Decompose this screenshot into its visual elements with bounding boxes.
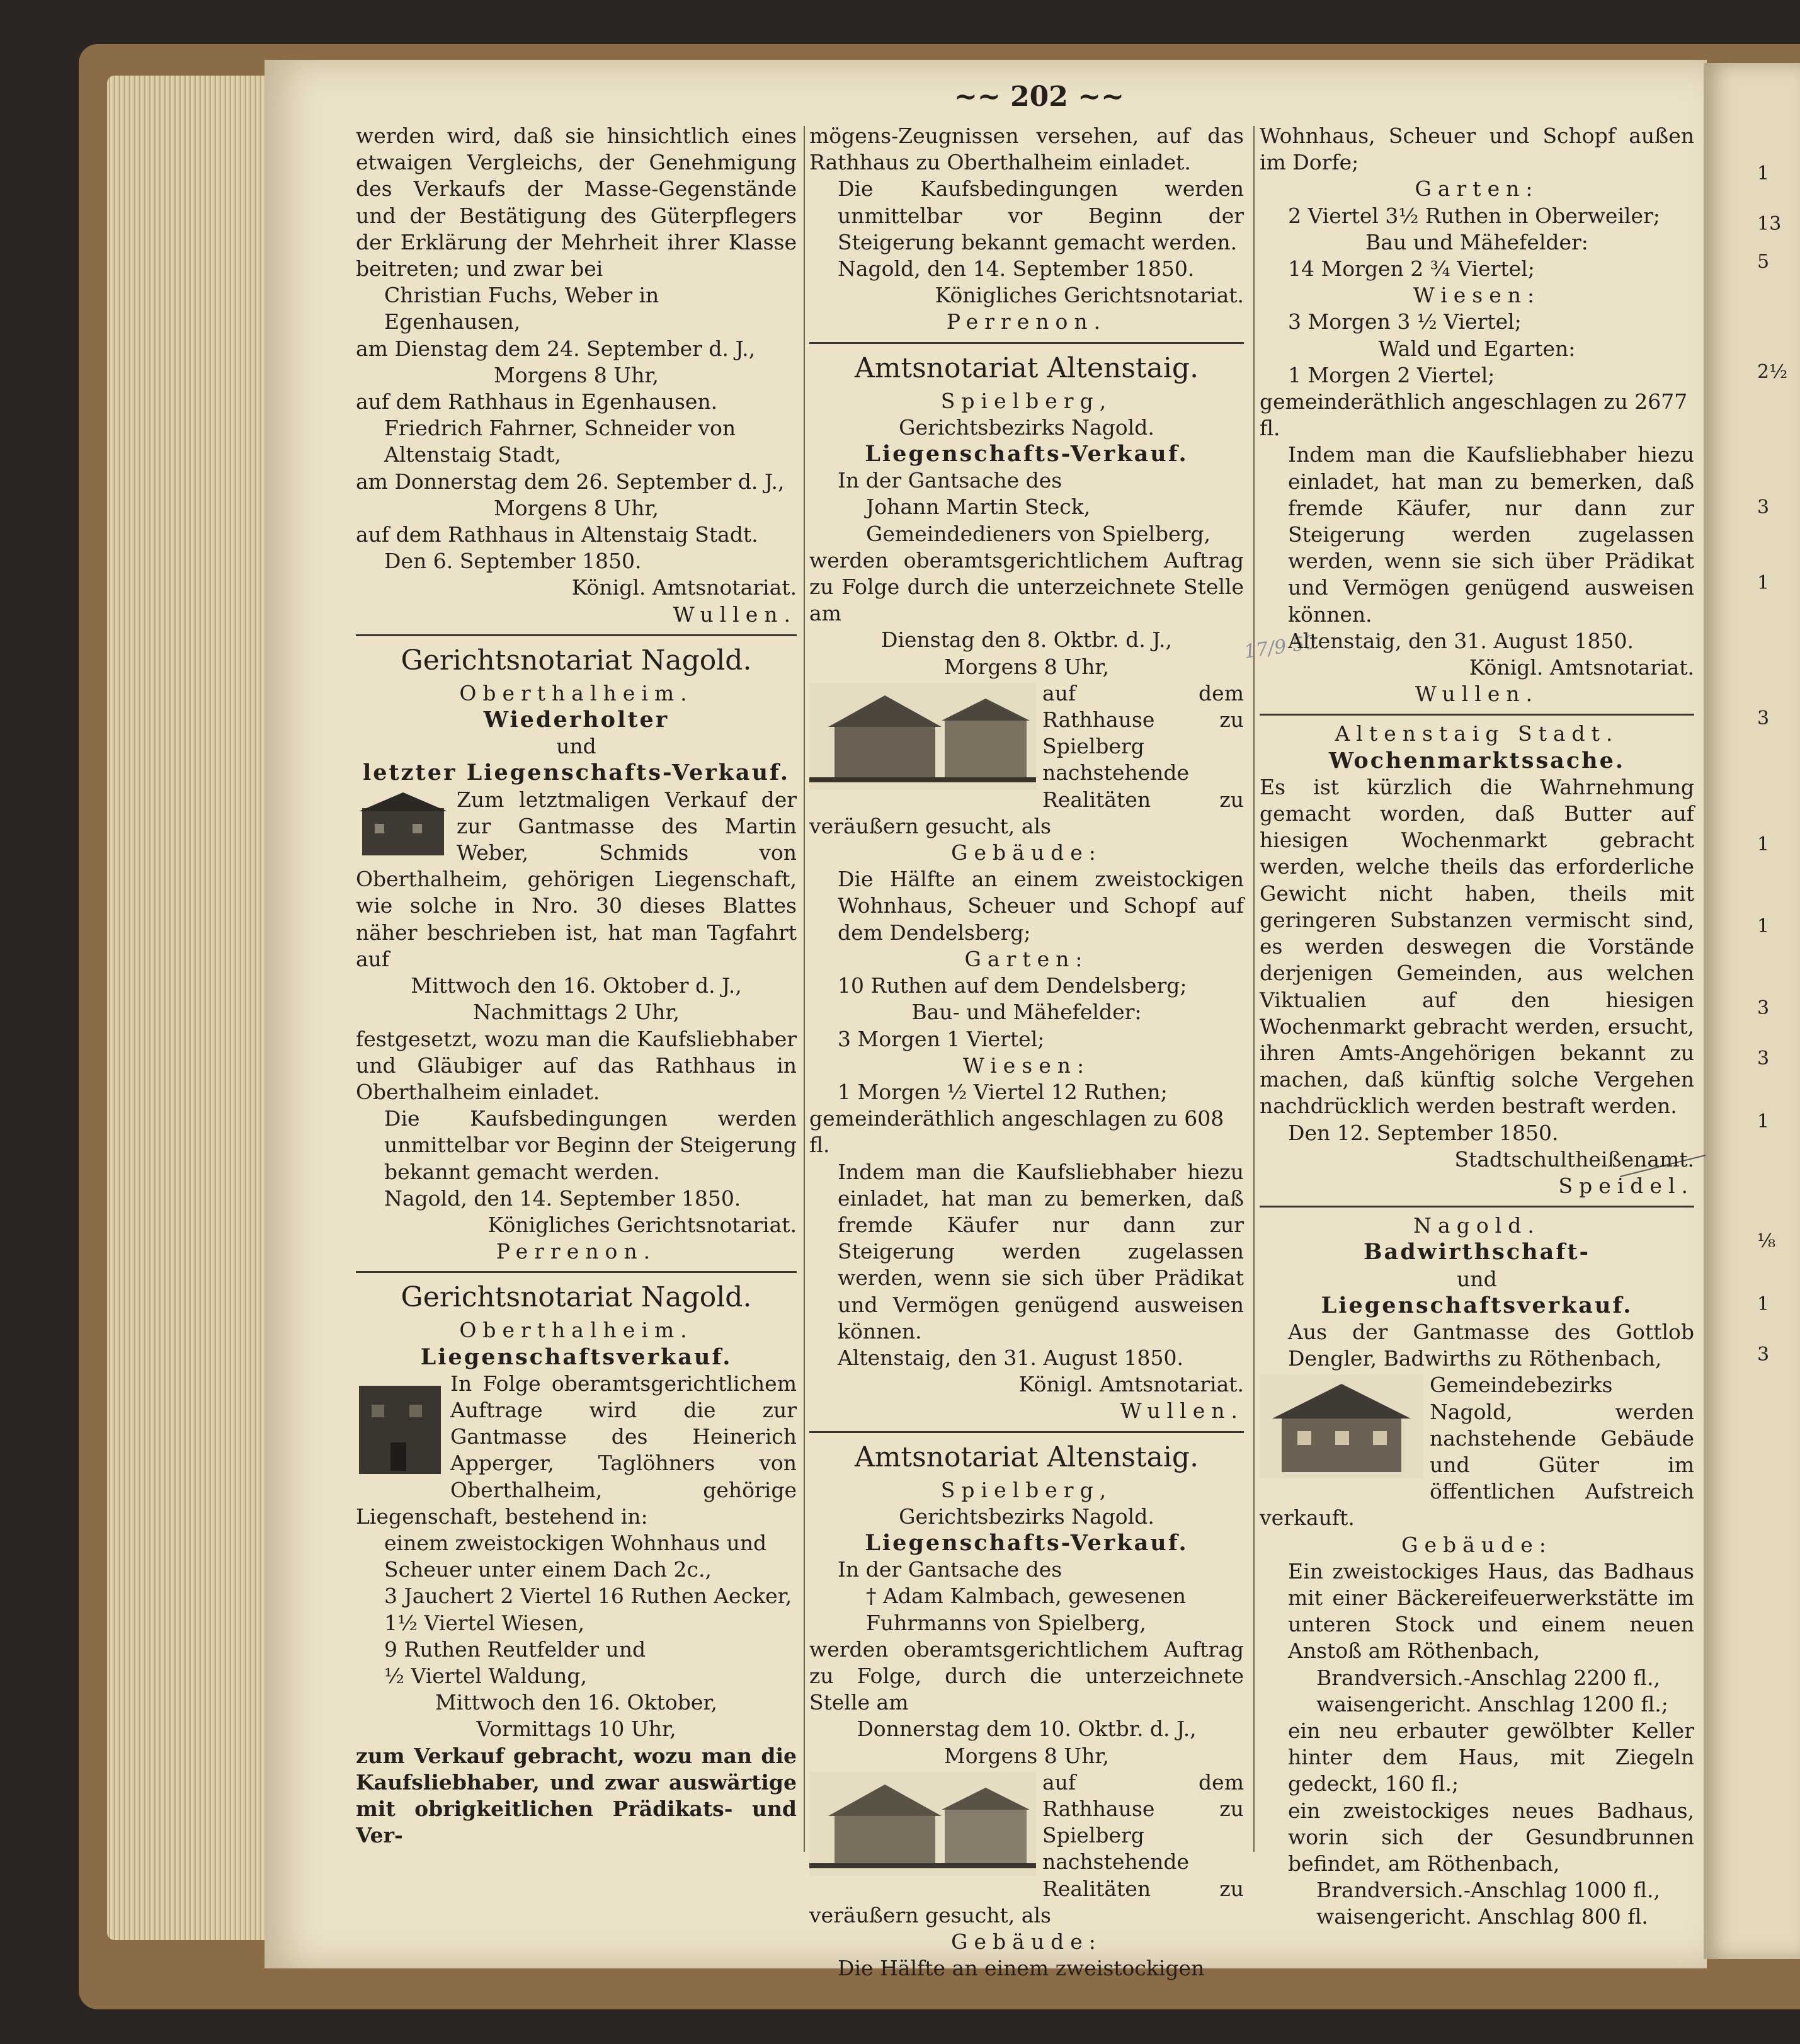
divider (809, 1431, 1244, 1433)
auction-date: Mittwoch den 16. Oktober, (435, 1690, 718, 1715)
notice-heading: Altenstaig Stadt. (1335, 721, 1619, 746)
edge-number: 5 (1757, 251, 1770, 273)
text-line: Christian Fuchs, Weber in Egenhausen, (384, 283, 659, 334)
edge-number: 13 (1757, 213, 1782, 235)
edge-number: 3 (1757, 1048, 1770, 1070)
property-item: 1 Morgen 2 Viertel; (1288, 362, 1495, 387)
notice-conjunction: und (1457, 1266, 1497, 1291)
notice-spielberg-kalmbach (809, 1438, 1244, 1982)
notice-body: Gemeindebezirks Nagold, werden nachstehende Gebäude und Güter im öffentlichen Aufstreich verkauft. (1260, 1373, 1694, 1531)
notice-signer: Wullen. (1120, 1398, 1244, 1424)
property-item: ½ Viertel Waldung, (384, 1663, 587, 1688)
notice-body: auf dem Rathhause zu Spielberg nachstehende Realitäten zu veräußern gesucht, als (809, 1769, 1244, 1927)
notice-place: Oberthalheim. (459, 1318, 693, 1343)
notice-person: † Adam Kalmbach, gewesenen Fuhrmanns von Spielberg, (866, 1584, 1187, 1635)
notice-intro: In der Gantsache des (838, 468, 1062, 493)
handwritten-annotation: 17/9 50 (1243, 631, 1318, 663)
divider (809, 342, 1244, 344)
notice-person: Johann Martin Steck, Gemeindedieners von Spielberg, (866, 494, 1211, 546)
notice-place-date: Altenstaig, den 31. August 1850. (838, 1345, 1183, 1370)
property-item: Wohnhaus, Scheuer und Schopf außen im Dorfe; (1260, 123, 1694, 175)
notice-place: Spielberg, (940, 1477, 1113, 1502)
notice-body: werden oberamtsgerichtlichem Auftrag zu Folge, durch die unterzeichnete Stelle am (809, 1636, 1244, 1715)
notice-body: auf dem Rathhause zu Spielberg nachstehende Realitäten zu veräußern gesucht, als (809, 680, 1244, 838)
auction-date: Donnerstag dem 10. Oktbr. d. J., (857, 1716, 1197, 1742)
edge-number: 1 (1757, 572, 1770, 594)
text-line: auf dem Rathhaus in Egenhausen. (356, 389, 718, 414)
text-line: Morgens 8 Uhr, (494, 495, 659, 520)
edge-number: 1 (1757, 833, 1770, 855)
property-item: Ein zweistockiges Haus, das Badhaus mit einer Bäckereifeuerwerkstätte im unteren Stock und einem neuen Anstoß am Röthenbach, (1288, 1558, 1694, 1664)
notice-body: Es ist kürzlich die Wahrnehmung gemacht worden, daß Butter auf hiesigen Wochenmarkt gebracht werden, welche theils das erforderliche Gewicht nicht haben, theils mit geringeren Substanzen vermischt sind, es werden deswegen die Vorstände derjenigen Gemeinden, aus welchen Viktualien auf den hiesigen Wochenmarkt gebracht werden, ersucht, ihren Amts-Angehörigen bekannt zu machen, daß künftig solche Vergehen nachdrücklich werden bestraft werden. (1260, 774, 1694, 1119)
notice-office: Stadtschultheißenamt. (1454, 1146, 1694, 1172)
notice-note: Indem man die Kaufsliebhaber hiezu einladet, hat man zu bemerken, daß fremde Käufer, nur dann zur Steigerung werden zugelassen werden, wenn sie sich über Prädikat und Vermögen genügend ausweisen können. (1288, 442, 1694, 627)
notice-body: zum Verkauf gebracht, wozu man die Kaufsliebhaber, und zwar auswärtige mit obrigkeitlichen Prädikats- und Ver- (356, 1743, 797, 1848)
notice-title: Liegenschaftsverkauf. (420, 1344, 732, 1370)
property-item: 3 Jauchert 2 Viertel 16 Ruthen Aecker, (384, 1584, 792, 1609)
text-line: Friedrich Fahrner, Schneider von Altenstaig Stadt, (384, 416, 736, 467)
notice-place-date: Altenstaig, den 31. August 1850. (1288, 628, 1634, 653)
notice-place: Spielberg, (940, 388, 1113, 413)
text-line: mögens-Zeugnissen versehen, auf das Rathhaus zu Oberthalheim einladet. (809, 123, 1244, 175)
edge-number: 1 (1757, 1110, 1770, 1133)
notice-continuation (809, 123, 1244, 336)
auction-time: Nachmittags 2 Uhr, (472, 1000, 680, 1025)
property-item: 10 Ruthen auf dem Dendelsberg; (838, 973, 1187, 998)
notice-title: Wochenmarktssache. (1328, 747, 1626, 774)
property-item: 9 Ruthen Reutfelder und (384, 1636, 646, 1662)
text-line: Den 6. September 1850. (384, 549, 642, 574)
section-heading: Gebäude: (1401, 1532, 1552, 1557)
notice-title: Liegenschafts-Verkauf. (865, 441, 1188, 467)
notice-body: werden oberamtsgerichtlichem Auftrag zu Folge durch die unterzeichnete Stelle am (809, 547, 1244, 626)
valuation: gemeinderäthlich angeschlagen zu 608 fl. (809, 1106, 1224, 1158)
notice-conditions: Die Kaufsbedingungen werden unmittelbar vor Beginn der Steigerung bekannt gemacht werden. (384, 1106, 797, 1184)
property-item: 3 Morgen 3 ½ Viertel; (1288, 309, 1522, 334)
valuation: waisengericht. Anschlag 800 fl. (1316, 1904, 1648, 1929)
notice-body: In Folge oberamtsgerichtlichem Auftrage wird die zur Gantmasse des Heinerich Apperger, Taglöhners von Oberthalheim, gehörige Liegenschaft, bestehend in: (356, 1371, 797, 1529)
divider (356, 634, 797, 636)
notice-place: Oberthalheim. (459, 680, 693, 705)
notice-continuation (1260, 123, 1694, 707)
edge-number: 1 (1757, 915, 1770, 937)
notice-date: Den 12. September 1850. (1288, 1120, 1559, 1145)
text-line: Perrenon. (946, 309, 1107, 334)
section-heading: Wiesen: (1413, 283, 1541, 308)
column-2 (809, 123, 1244, 1982)
section-heading: Garten: (1415, 176, 1539, 202)
divider (356, 1271, 797, 1273)
notice-heading: Nagold. (1413, 1213, 1541, 1238)
notice-oberthalheim-apperger (356, 1278, 797, 1849)
notice-signer: Speidel. (1558, 1173, 1694, 1198)
property-item: 2 Viertel 3½ Ruthen in Oberweiler; (1288, 203, 1660, 228)
column-1 (356, 123, 797, 1849)
notice-title: Liegenschaftsverkauf. (1321, 1292, 1633, 1318)
auction-time: Morgens 8 Uhr, (944, 1743, 1109, 1768)
notice-signer: Perrenon. (496, 1239, 657, 1264)
notice-heading: Amtsnotariat Altenstaig. (854, 351, 1199, 384)
property-item: ein zweistockiges neues Badhaus, worin sich der Gesundbrunnen befindet, am Röthenbach, (1288, 1798, 1694, 1876)
bathhouse-illustration (1260, 1374, 1423, 1478)
auction-date: Mittwoch den 16. Oktober d. J., (411, 973, 742, 998)
property-list (356, 1530, 797, 1689)
notice-intro: Aus der Gantmasse des Gottlob Dengler, Badwirths zu Röthenbach, (1288, 1319, 1694, 1371)
notice-wochenmarkt (1260, 721, 1694, 1199)
house-illustration (356, 789, 450, 859)
text-line: Königl. Amtsnotariat. (571, 575, 797, 600)
text-line: am Donnerstag dem 26. September d. J., (356, 469, 785, 494)
notice-title: Badwirthschaft- (1363, 1239, 1591, 1265)
section-heading: Bau- und Mähefelder: (911, 1000, 1142, 1025)
village-illustration (809, 1772, 1036, 1876)
section-heading: Wald und Egarten: (1378, 336, 1576, 361)
auction-time: Morgens 8 Uhr, (944, 654, 1109, 679)
village-illustration (809, 683, 1036, 790)
notice-conjunction: und (556, 734, 596, 759)
valuation: Brandversich.-Anschlag 2200 fl., (1316, 1665, 1660, 1690)
section-heading: Wiesen: (962, 1053, 1091, 1078)
notice-badwirthschaft (1260, 1213, 1694, 1930)
text-line: Wullen. (673, 602, 797, 627)
edge-number: 3 (1757, 1344, 1770, 1366)
property-item: 1 Morgen ½ Viertel 12 Ruthen; (838, 1079, 1168, 1104)
property-item: 3 Morgen 1 Viertel; (838, 1026, 1045, 1051)
notice-body: Zum letztmaligen Verkauf der zur Gantmasse des Martin Weber, Schmids von Oberthalheim, gehörigen Liegenschaft, wie solche in Nro. 30 dieses Blattes näher beschrieben ist, hat man Tagfahrt auf (356, 787, 797, 971)
notice-office: Königl. Amtsnotariat. (1469, 655, 1694, 680)
edge-number: 3 (1757, 707, 1770, 729)
text-line: Königliches Gerichtsnotariat. (935, 283, 1244, 308)
notice-oberthalheim-wiederholter (356, 641, 797, 1265)
edge-number: 1 (1757, 163, 1770, 185)
notice-place-date: Nagold, den 14. September 1850. (384, 1185, 741, 1211)
edge-number: 3 (1757, 997, 1770, 1019)
text-line: am Dienstag dem 24. September d. J., (356, 336, 756, 361)
notice-continuation (356, 123, 797, 628)
page-edges (107, 76, 271, 1940)
notice-spielberg-steck (809, 349, 1244, 1425)
notice-heading: Gerichtsnotariat Nagold. (401, 644, 752, 677)
notice-signer: Wullen. (1415, 682, 1539, 707)
notice-heading: Amtsnotariat Altenstaig. (854, 1441, 1199, 1473)
edge-number: 1 (1757, 1293, 1770, 1315)
edge-number: 3 (1757, 496, 1770, 518)
page-number: ~~ 202 ~~ (954, 81, 1124, 113)
notice-note: Indem man die Kaufsliebhaber hiezu einladet, hat man zu bemerken, daß fremde Käufer nur dann zur Steigerung werden zugelassen werden, wenn sie sich über Prädikat und Vermögen genügend ausweisen können. (838, 1159, 1244, 1344)
property-item: Die Hälfte an einem zweistockigen Wohnhaus, Scheuer und Schopf auf dem Dendelsberg; (838, 867, 1244, 945)
property-item: Die Hälfte an einem zweistockigen (838, 1956, 1205, 1981)
property-item: ein neu erbauter gewölbter Keller hinter dem Haus, mit Ziegeln gedeckt, 160 fl.; (1288, 1718, 1694, 1796)
auction-date: Dienstag den 8. Oktbr. d. J., (881, 627, 1172, 653)
property-item: einem zweistockigen Wohnhaus und Scheuer unter einem Dach 2c., (384, 1530, 767, 1582)
notice-district: Gerichtsbezirks Nagold. (899, 1504, 1154, 1529)
column-rule-1 (804, 126, 805, 1852)
section-heading: Gebäude: (951, 840, 1102, 865)
notice-heading: Gerichtsnotariat Nagold. (401, 1281, 752, 1314)
column-3 (1260, 123, 1694, 1931)
notice-title: Wiederholter (483, 707, 669, 733)
notice-district: Gerichtsbezirks Nagold. (899, 414, 1154, 440)
notice-body: festgesetzt, wozu man die Kaufsliebhaber und Gläubiger auf das Rathhaus in Oberthalheim einladet. (356, 1026, 797, 1104)
text-line: Die Kaufsbedingungen werden unmittelbar vor Beginn der Steigerung bekannt gemacht werden. (838, 176, 1244, 254)
divider (1260, 714, 1694, 716)
property-item: 1½ Viertel Wiesen, (384, 1610, 585, 1635)
notice-title: Liegenschafts-Verkauf. (865, 1529, 1188, 1556)
valuation: Brandversich.-Anschlag 1000 fl., (1316, 1878, 1660, 1903)
house-illustration (356, 1373, 444, 1477)
auction-time: Vormittags 10 Uhr, (476, 1716, 676, 1742)
text-line: Nagold, den 14. September 1850. (838, 256, 1195, 282)
column-rule-2 (1253, 126, 1255, 1852)
property-item: 14 Morgen 2 ¾ Viertel; (1288, 256, 1535, 282)
section-heading: Bau und Mähefelder: (1365, 229, 1588, 254)
valuation: gemeinderäthlich angeschlagen zu 2677 fl. (1260, 389, 1688, 441)
edge-number: 2½ (1757, 361, 1788, 383)
divider (1260, 1206, 1694, 1208)
edge-number: ⅛ (1757, 1230, 1776, 1252)
text-line: werden wird, daß sie hinsichtlich eines etwaigen Vergleichs, der Genehmigung des Verkaufs der Masse-Gegenstände und der Bestätigung des Güterpflegers der Erklärung der Mehrheit ihrer Klasse beitreten; und zwar bei (356, 123, 797, 282)
valuation: waisengericht. Anschlag 1200 fl.; (1316, 1691, 1668, 1716)
section-heading: Garten: (964, 946, 1089, 971)
section-heading: Gebäude: (951, 1929, 1102, 1954)
next-page-edge (1704, 63, 1800, 1959)
text-line: Morgens 8 Uhr, (494, 362, 659, 387)
notice-office: Königl. Amtsnotariat. (1018, 1372, 1244, 1397)
notice-title: letzter Liegenschafts-Verkauf. (362, 760, 790, 786)
text-line: auf dem Rathhaus in Altenstaig Stadt. (356, 522, 758, 547)
notice-intro: In der Gantsache des (838, 1557, 1062, 1582)
notice-office: Königliches Gerichtsnotariat. (487, 1212, 797, 1237)
